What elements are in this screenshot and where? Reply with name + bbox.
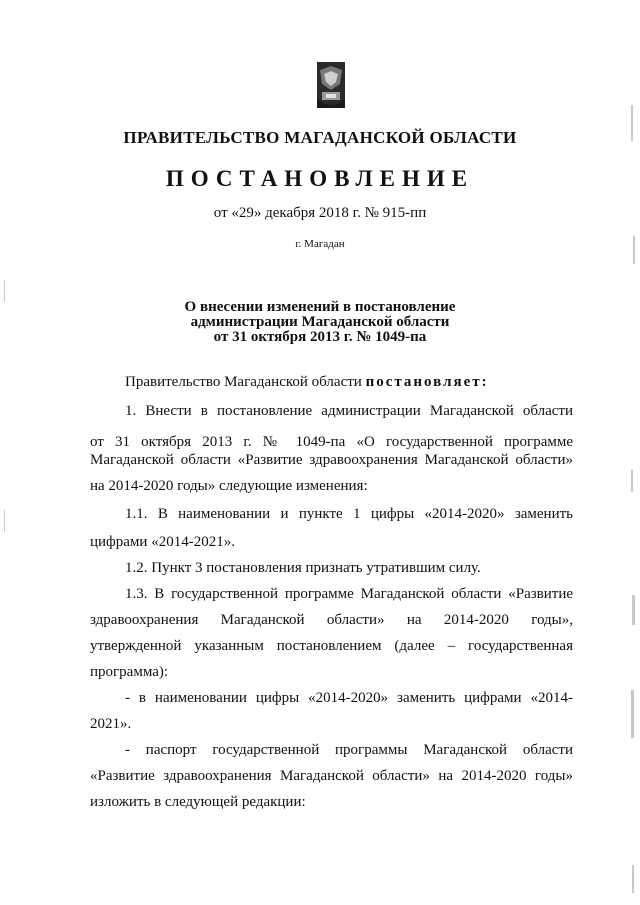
body-line: Магаданской области «Развитие здравоохранения Магаданской области» <box>90 452 573 468</box>
body-line: - в наименовании цифры «2014-2020» заменить цифрами «2014- <box>125 690 573 706</box>
body-line: 1.3. В государственной программе Магаданской области «Развитие <box>125 586 573 602</box>
government-name: ПРАВИТЕЛЬСТВО МАГАДАНСКОЙ ОБЛАСТИ <box>123 128 517 147</box>
subject-line: администрации Магаданской области <box>190 314 450 330</box>
body-line: программа): <box>90 664 169 680</box>
scan-artifact <box>631 470 633 492</box>
scan-artifact <box>633 236 635 264</box>
scan-artifact <box>4 510 5 532</box>
body-line: - паспорт государственной программы Магаданской области <box>125 742 573 758</box>
scan-artifact <box>632 595 635 625</box>
body-line: от 31 октября 2013 г. № 1049-па «О государственной программе <box>90 434 573 450</box>
subject-line: О внесении изменений в постановление <box>184 299 456 315</box>
document-subject <box>0 300 640 345</box>
body-line: 1. Внести в постановление администрации Магаданской области <box>125 403 573 419</box>
intro-prefix: Правительство Магаданской области <box>125 374 362 390</box>
body-line: на 2014-2020 годы» следующие изменения: <box>90 478 368 494</box>
body-line: 1.2. Пункт 3 постановления признать утратившим силу. <box>125 560 481 576</box>
body-line: 1.1. В наименовании и пункте 1 цифры «2014-2020» заменить <box>125 506 573 522</box>
coat-of-arms-emblem <box>300 60 362 112</box>
scan-artifact <box>4 280 5 302</box>
intro-line <box>125 374 489 391</box>
body-line: изложить в следующей редакции: <box>90 794 306 810</box>
body-line: утвержденной указанным постановлением (далее – государственная <box>90 638 573 654</box>
intro-verb: постановляет: <box>365 374 489 390</box>
document-date-number: от «29» декабря 2018 г. № 915-пп <box>213 205 427 221</box>
document-city: г. Магадан <box>295 238 345 250</box>
document-type: ПОСТАНОВЛЕНИЕ <box>165 166 475 191</box>
body-line: 2021». <box>90 716 132 732</box>
subject-line: от 31 октября 2013 г. № 1049-па <box>213 329 427 345</box>
scan-artifact <box>631 105 633 141</box>
body-line: цифрами «2014-2021». <box>90 534 235 550</box>
body-line: «Развитие здравоохранения Магаданской области» на 2014-2020 годы» <box>90 768 573 784</box>
body-line: здравоохранения Магаданской области» на 2014-2020 годы», <box>90 612 573 628</box>
scan-artifact <box>631 690 634 738</box>
scan-artifact <box>632 865 634 893</box>
